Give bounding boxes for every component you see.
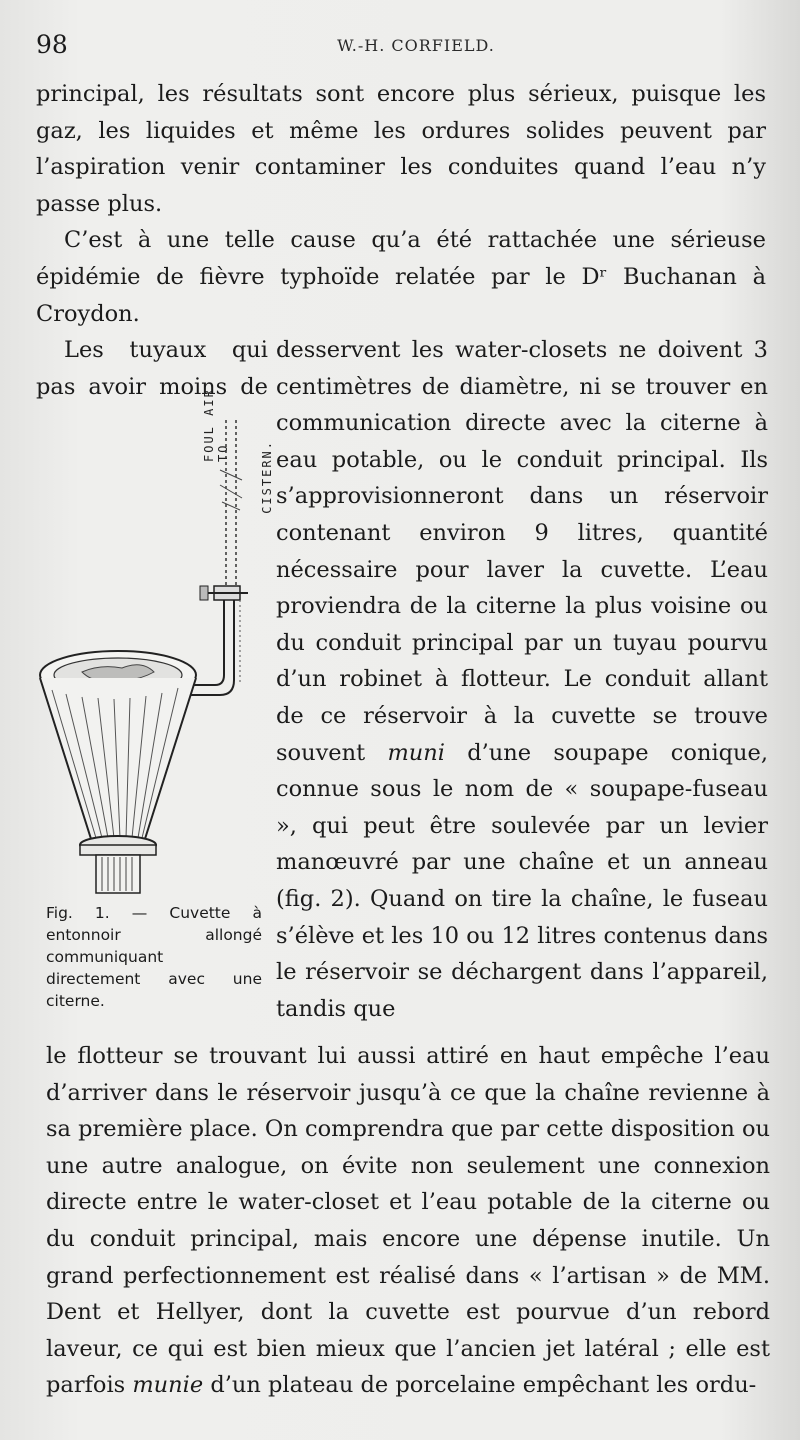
tuyaux-left-text — [36, 332, 268, 405]
paragraph-croydon: C’est à une telle cause qu’a été rattachée une sérieuse épidémie de fièvre typhoïde relatée par le Dʳ Buchanan à Croydon. — [36, 227, 766, 327]
figure-caption: Fig. 1. — Cuvette à entonnoir allongé communiquant directement avec une citerne. — [46, 904, 262, 1010]
side-text-block — [276, 332, 768, 1027]
tuyaux-text-start: desservent les water-closets ne doivent 3 centimètres de diamètre, ni se trouver en communication directe avec la citerne à eau potable, ou le conduit principal. Ils s’approvisionneront dans un réservoir contenant environ 9 litres, quantité nécessaire pour laver la cuvette. L’eau proviendra de la citerne la plus voisine ou du conduit principal par un tuyau pourvu d’un robinet à flotteur. Le conduit allant de ce réservoir à la cuvette se trouve souvent — [276, 337, 768, 766]
tuyaux-left-line-1: Les tuyaux qui — [64, 337, 268, 363]
label-foul-air: FOUL AIR TO — [202, 388, 230, 462]
figure-cuvette — [30, 388, 275, 900]
paragraph-flotteur — [46, 1038, 770, 1404]
italic-munie: munie — [132, 1372, 204, 1399]
page-number: 98 — [36, 30, 68, 59]
bottom-text-block — [46, 1038, 770, 1404]
italic-muni: muni — [387, 739, 445, 766]
tuyaux-text-end: d’une soupape conique, connue sous le nom de « soupape-fuseau », qui peut être soulevée par un levier manœuvré par une chaîne et un anneau (fig. 2). Quand on tire la chaîne, le fuseau s’élève et les 10 ou 12 litres contenus dans le réservoir se déchargent dans l’appareil, tandis que — [276, 739, 768, 1022]
tuyaux-left-line-2: pas avoir moins de — [36, 373, 268, 400]
page-header — [36, 30, 766, 70]
paragraph-continuation: principal, les résultats sont encore plus sérieux, puisque les gaz, les liquides et même les ordures solides peuvent par l’aspiration venir contaminer les conduites quand l’eau n’y passe plus. — [36, 81, 766, 217]
bottom-text-start: le flotteur se trouvant lui aussi attiré en haut empêche l’eau d’arriver dans le réservoir jusqu’à ce que la chaîne revienne à sa première place. On comprendra que par cette disposition ou une autre analogue, on évite non seulement une connexion directe entre le water-closet et l’eau potable de la citerne ou du conduit principal, mais encore une dépense inutile. Un grand perfectionnement est réalisé dans « l’artisan » de MM. Dent et Hellyer, dont la cuvette est pourvue d’un rebord laveur, ce qui est bien mieux que l’ancien jet latéral ; elle est parfois — [46, 1043, 771, 1399]
top-text-block — [36, 76, 766, 332]
cuvette-illustration — [30, 410, 275, 900]
running-head: W.-H. CORFIELD. — [337, 36, 495, 55]
bottom-text-end: d’un plateau de porcelaine empêchant les ordu- — [203, 1372, 757, 1399]
label-cistern: CISTERN. — [260, 440, 274, 514]
paragraph-tuyaux — [276, 332, 768, 1027]
